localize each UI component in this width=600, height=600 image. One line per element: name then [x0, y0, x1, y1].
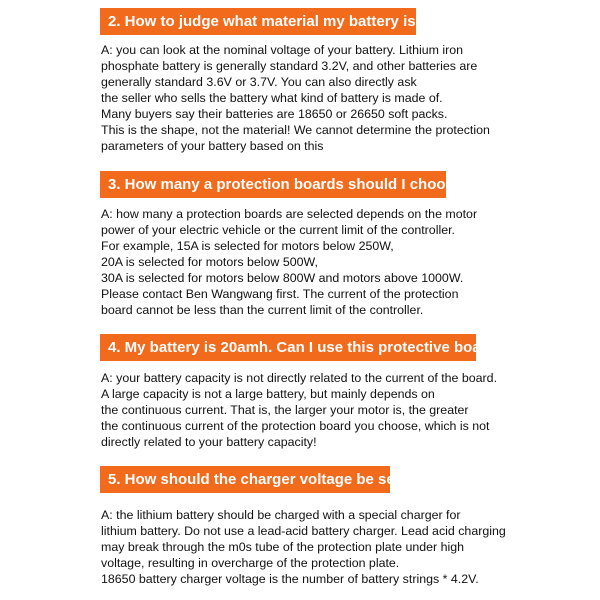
text-line: power of your electric vehicle or the current limit of the controller. — [101, 223, 455, 237]
text-line: A: how many a protection boards are selected depends on the motor — [101, 207, 478, 221]
text-line: the seller who sells the battery what kind of battery is made of. — [101, 91, 443, 105]
text-line: This is the shape, not the material! We cannot determine the protection — [101, 123, 490, 137]
text-line: A: the lithium battery should be charged with a special charger for — [101, 508, 461, 522]
text-line: A: you can look at the nominal voltage of your battery. Lithium iron — [101, 43, 464, 57]
text-line: A: your battery capacity is not directly related to the current of the board. — [101, 371, 498, 385]
section-5-body — [101, 507, 571, 587]
text-line: the continuous current of the protection board you choose, which is not — [101, 419, 490, 433]
text-line: may break through the m0s tube of the protection plate under high — [101, 540, 465, 554]
text-line: directly related to your battery capacity! — [101, 435, 317, 449]
text-line: Please contact Ben Wangwang first. The current of the protection — [101, 287, 459, 301]
section-4-body — [101, 370, 571, 450]
text-line: lithium battery. Do not use a lead-acid battery charger. Lead acid charging — [101, 524, 506, 538]
section-2-body — [101, 42, 571, 154]
text-line: phosphate battery is generally standard 3.2V, and other batteries are — [101, 59, 478, 73]
section-3-body — [101, 206, 571, 318]
section-3-header: 3. How many a protection boards should I choose? — [100, 171, 446, 198]
text-line: 30A is selected for motors below 800W and motors above 1000W. — [101, 271, 464, 285]
text-line: A large capacity is not a large battery, but mainly depends on — [101, 387, 435, 401]
text-line: For example, 15A is selected for motors below 250W, — [101, 239, 394, 253]
text-line: the continuous current. That is, the larger your motor is, the greater — [101, 403, 469, 417]
section-4-header: 4. My battery is 20amh. Can I use this protective board? — [100, 334, 476, 361]
text-line: voltage, resulting in overcharge of the protection plate. — [101, 556, 400, 570]
text-line: Many buyers say their batteries are 18650 or 26650 soft packs. — [101, 107, 448, 121]
section-2-header: 2. How to judge what material my battery is? — [100, 8, 416, 35]
text-line: board cannot be less than the current limit of the controller. — [101, 303, 424, 317]
text-line: 20A is selected for motors below 500W, — [101, 255, 318, 269]
text-line: generally standard 3.6V or 3.7V. You can also directly ask — [101, 75, 417, 89]
text-line: parameters of your battery based on this — [101, 139, 324, 153]
section-5-header: 5. How should the charger voltage be set? — [100, 466, 390, 493]
text-line: 18650 battery charger voltage is the number of battery strings * 4.2V. — [101, 572, 479, 586]
